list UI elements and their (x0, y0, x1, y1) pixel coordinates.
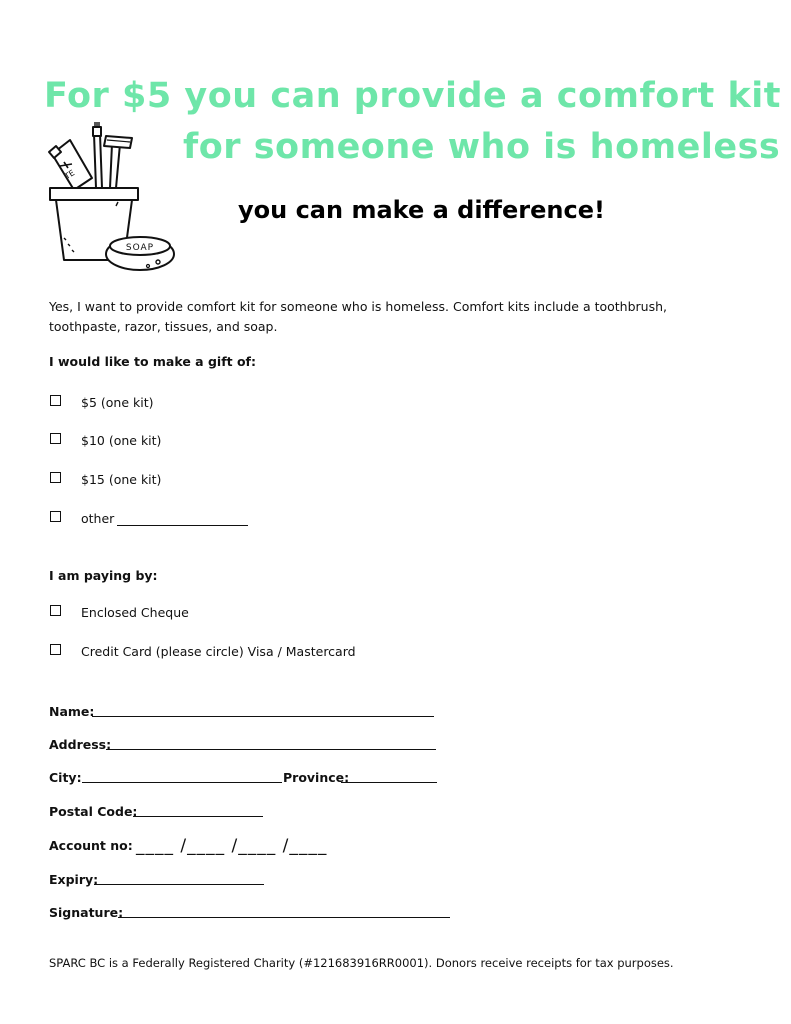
payment-checkbox-cheque[interactable] (50, 605, 61, 616)
address-field[interactable] (106, 749, 436, 750)
headline-line-2: for someone who is homeless (183, 127, 781, 167)
account-label: Account no: (49, 838, 133, 853)
signature-label: Signature: (49, 905, 124, 920)
city-field[interactable] (82, 782, 282, 783)
payment-heading: I am paying by: (49, 568, 158, 583)
gift-heading: I would like to make a gift of: (49, 354, 256, 369)
signature-field[interactable] (118, 917, 450, 918)
postal-code-label: Postal Code: (49, 804, 138, 819)
address-label: Address: (49, 737, 112, 752)
gift-checkbox-5[interactable] (50, 395, 61, 406)
name-field[interactable] (92, 716, 434, 717)
gift-option-15: $15 (one kit) (81, 472, 162, 487)
gift-checkbox-10[interactable] (50, 433, 61, 444)
province-label: Province: (283, 770, 350, 785)
toothpaste-label: TE (63, 168, 77, 182)
payment-option-credit-card: Credit Card (please circle) Visa / Mastercard (81, 644, 356, 659)
gift-option-5: $5 (one kit) (81, 395, 154, 410)
gift-option-other: other (81, 511, 115, 526)
province-field[interactable] (341, 782, 437, 783)
gift-checkbox-15[interactable] (50, 472, 61, 483)
city-label: City: (49, 770, 82, 785)
other-amount-field[interactable] (117, 525, 248, 526)
account-number-field[interactable]: ____ /____ /____ /____ (136, 836, 328, 856)
gift-option-10: $10 (one kit) (81, 433, 162, 448)
expiry-label: Expiry: (49, 872, 99, 887)
postal-code-field[interactable] (133, 816, 263, 817)
payment-checkbox-credit-card[interactable] (50, 644, 61, 655)
gift-checkbox-other[interactable] (50, 511, 61, 522)
soap-label: SOAP (125, 243, 155, 253)
subtitle: you can make a difference! (238, 196, 605, 224)
intro-text: Yes, I want to provide comfort kit for someone who is homeless. Comfort kits include a toothbrush, toothpaste, razor, tissues, and soap. (49, 299, 667, 334)
toiletries-cup-icon (40, 122, 180, 282)
payment-option-cheque: Enclosed Cheque (81, 605, 189, 620)
expiry-field[interactable] (94, 884, 264, 885)
charity-footer: SPARC BC is a Federally Registered Charity (#121683916RR0001). Donors receive receipts for tax purposes. (49, 956, 674, 970)
headline-line-1: For $5 you can provide a comfort kit (44, 76, 781, 116)
name-label: Name: (49, 704, 95, 719)
